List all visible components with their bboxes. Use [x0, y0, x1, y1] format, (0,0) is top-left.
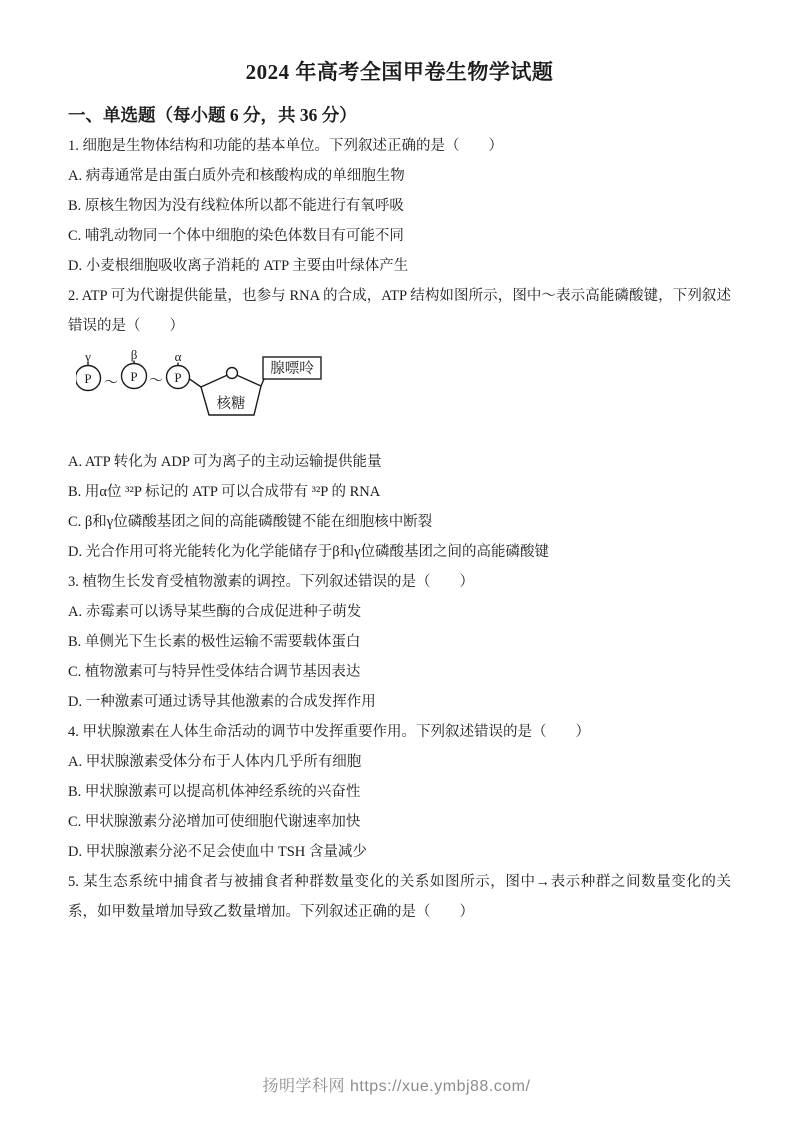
alpha-label: α — [174, 349, 182, 364]
phosphate-p-gamma: P — [84, 371, 92, 386]
question-2-option-d: D. 光合作用可将光能转化为化学能储存于β和γ位磷酸基团之间的高能磷酸键 — [68, 544, 550, 560]
question-4-option-d: D. 甲状腺激素分泌不足会使血中 TSH 含量减少 — [68, 844, 367, 860]
alpha-ribose-bond-line — [190, 379, 202, 387]
ribose-adenine-bond-line — [261, 379, 264, 386]
question-3-option-b: B. 单侧光下生长素的极性运输不需要载体蛋白 — [68, 634, 361, 650]
question-1-option-c: C. 哺乳动物同一个体中细胞的染色体数目有可能不同 — [68, 228, 404, 244]
ring-oxygen-circle — [227, 368, 238, 379]
question-5-stem: 5. 某生态系统中捕食者与被捕食者种群数量变化的关系如图所示，图中→表示种群之间数量变化的关系，如甲数量增加导致乙数量增加。下列叙述正确的是（ ） — [68, 874, 731, 920]
question-1-stem: 1. 细胞是生物体结构和功能的基本单位。下列叙述正确的是（ ） — [68, 138, 503, 154]
page-title: 2024 年高考全国甲卷生物学试题 — [245, 60, 554, 84]
question-2-option-c: C. β和γ位磷酸基团之间的高能磷酸键不能在细胞核中断裂 — [68, 514, 433, 530]
adenine-label: 腺嘌呤 — [270, 361, 314, 377]
question-1-option-b: B. 原核生物因为没有线粒体所以都不能进行有氧呼吸 — [68, 198, 404, 214]
question-2 — [68, 281, 731, 567]
gamma-label: γ — [85, 349, 91, 364]
question-3 — [68, 567, 731, 717]
question-2-option-a: A. ATP 转化为 ADP 可为离子的主动运输提供能量 — [68, 454, 382, 470]
question-4-option-a: A. 甲状腺激素受体分布于人体内几乎所有细胞 — [68, 754, 362, 770]
question-4-option-c: C. 甲状腺激素分泌增加可使细胞代谢速率加快 — [68, 814, 361, 830]
question-2-option-b: B. 用α位 ³²P 标记的 ATP 可以合成带有 ³²P 的 RNA — [68, 484, 381, 500]
beta-label: β — [130, 349, 138, 362]
question-3-option-a: A. 赤霉素可以诱导某些酶的合成促进种子萌发 — [68, 604, 362, 620]
atp-structure-svg — [76, 349, 328, 443]
question-4-option-b: B. 甲状腺激素可以提高机体神经系统的兴奋性 — [68, 784, 361, 800]
question-3-option-d: D. 一种激素可通过诱导其他激素的合成发挥作用 — [68, 694, 376, 710]
ribose-label: 核糖 — [216, 396, 246, 412]
phosphate-p-alpha: P — [174, 370, 182, 385]
site-watermark-footer: 扬明学科网 https://xue.ymbj88.com/ — [262, 1078, 531, 1095]
question-4 — [68, 717, 731, 867]
section-heading: 一、单选题（每小题 6 分，共 36 分） — [68, 105, 357, 125]
phosphate-p-beta: P — [130, 369, 138, 384]
atp-structure-diagram — [76, 349, 731, 443]
high-energy-bond-symbol-2: ～ — [149, 374, 163, 389]
question-1-option-a: A. 病毒通常是由蛋白质外壳和核酸构成的单细胞生物 — [68, 168, 405, 184]
question-5 — [68, 867, 731, 927]
question-3-stem: 3. 植物生长发育受植物激素的调控。下列叙述错误的是（ ） — [68, 574, 474, 590]
question-2-stem: 2. ATP 可为代谢提供能量，也参与 RNA 的合成，ATP 结构如图所示，图中～表示高能磷酸键，下列叙述错误的是（ ） — [68, 288, 731, 334]
question-3-option-c: C. 植物激素可与特异性受体结合调节基因表达 — [68, 664, 361, 680]
high-energy-bond-symbol-1: ～ — [104, 376, 118, 391]
question-1 — [68, 131, 731, 281]
question-4-stem: 4. 甲状腺激素在人体生命活动的调节中发挥重要作用。下列叙述错误的是（ ） — [68, 724, 590, 740]
question-1-option-d: D. 小麦根细胞吸收离子消耗的 ATP 主要由叶绿体产生 — [68, 258, 409, 274]
